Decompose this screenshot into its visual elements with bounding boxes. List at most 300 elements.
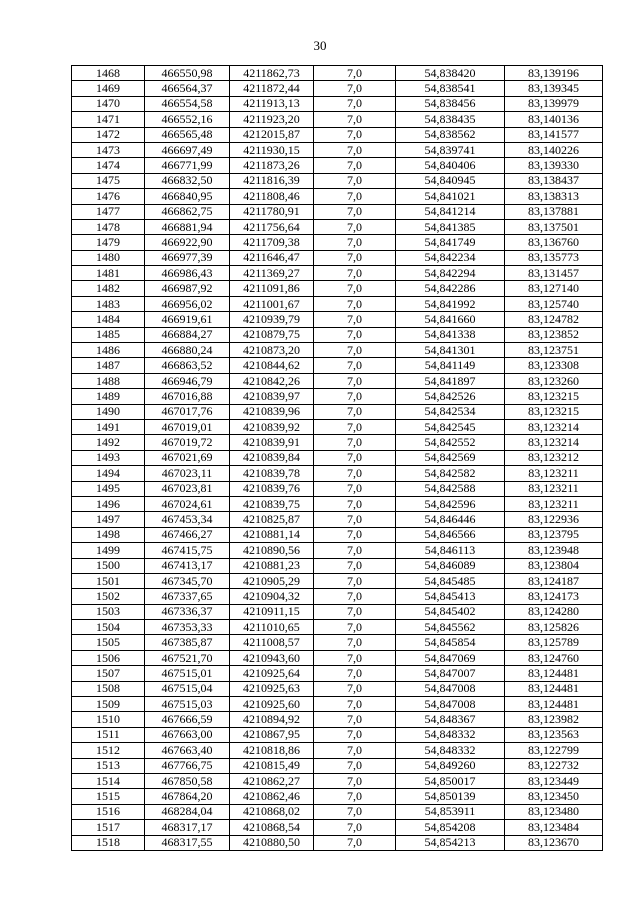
x-coordinate-cell: 466554,58 [145, 96, 230, 111]
x-coordinate-cell: 467415,75 [145, 543, 230, 558]
table-row [72, 266, 603, 281]
longitude-cell: 83,141577 [505, 127, 603, 142]
accuracy-cell: 7,0 [314, 650, 396, 665]
x-coordinate-cell: 468317,55 [145, 835, 230, 850]
x-coordinate-cell: 467515,01 [145, 666, 230, 681]
y-coordinate-cell: 4210839,75 [230, 496, 314, 511]
point-number-cell: 1489 [72, 389, 145, 404]
latitude-cell: 54,847008 [396, 681, 505, 696]
accuracy-cell: 7,0 [314, 712, 396, 727]
point-number-cell: 1471 [72, 112, 145, 127]
latitude-cell: 54,847069 [396, 650, 505, 665]
accuracy-cell: 7,0 [314, 543, 396, 558]
table-row [72, 404, 603, 419]
y-coordinate-cell: 4210868,54 [230, 820, 314, 835]
accuracy-cell: 7,0 [314, 235, 396, 250]
longitude-cell: 83,123449 [505, 773, 603, 788]
x-coordinate-cell: 466977,39 [145, 250, 230, 265]
accuracy-cell: 7,0 [314, 281, 396, 296]
accuracy-cell: 7,0 [314, 358, 396, 373]
table-row [72, 250, 603, 265]
x-coordinate-cell: 467666,59 [145, 712, 230, 727]
x-coordinate-cell: 466697,49 [145, 142, 230, 157]
accuracy-cell: 7,0 [314, 158, 396, 173]
point-number-cell: 1468 [72, 66, 145, 81]
longitude-cell: 83,123215 [505, 389, 603, 404]
latitude-cell: 54,840406 [396, 158, 505, 173]
x-coordinate-cell: 467337,65 [145, 589, 230, 604]
accuracy-cell: 7,0 [314, 697, 396, 712]
accuracy-cell: 7,0 [314, 773, 396, 788]
table-row [72, 666, 603, 681]
y-coordinate-cell: 4210881,14 [230, 527, 314, 542]
x-coordinate-cell: 466884,27 [145, 327, 230, 342]
latitude-cell: 54,849260 [396, 758, 505, 773]
point-number-cell: 1499 [72, 543, 145, 558]
point-number-cell: 1488 [72, 373, 145, 388]
y-coordinate-cell: 4210839,78 [230, 466, 314, 481]
table-row [72, 743, 603, 758]
point-number-cell: 1500 [72, 558, 145, 573]
accuracy-cell: 7,0 [314, 604, 396, 619]
coordinates-table [71, 65, 603, 851]
x-coordinate-cell: 467019,72 [145, 435, 230, 450]
point-number-cell: 1512 [72, 743, 145, 758]
y-coordinate-cell: 4211008,57 [230, 635, 314, 650]
table-row [72, 604, 603, 619]
longitude-cell: 83,123214 [505, 435, 603, 450]
x-coordinate-cell: 467016,88 [145, 389, 230, 404]
y-coordinate-cell: 4210904,32 [230, 589, 314, 604]
page-number: 30 [313, 38, 327, 53]
latitude-cell: 54,842534 [396, 404, 505, 419]
point-number-cell: 1507 [72, 666, 145, 681]
x-coordinate-cell: 466862,75 [145, 204, 230, 219]
table-row [72, 712, 603, 727]
x-coordinate-cell: 467766,75 [145, 758, 230, 773]
point-number-cell: 1492 [72, 435, 145, 450]
point-number-cell: 1516 [72, 804, 145, 819]
table-row [72, 558, 603, 573]
table-row [72, 573, 603, 588]
y-coordinate-cell: 4210905,29 [230, 573, 314, 588]
accuracy-cell: 7,0 [314, 835, 396, 850]
latitude-cell: 54,845854 [396, 635, 505, 650]
latitude-cell: 54,842552 [396, 435, 505, 450]
table-row [72, 343, 603, 358]
accuracy-cell: 7,0 [314, 419, 396, 434]
y-coordinate-cell: 4210862,46 [230, 789, 314, 804]
latitude-cell: 54,839741 [396, 142, 505, 157]
y-coordinate-cell: 4211756,64 [230, 219, 314, 234]
table-row [72, 527, 603, 542]
y-coordinate-cell: 4210842,26 [230, 373, 314, 388]
table-row [72, 804, 603, 819]
latitude-cell: 54,838541 [396, 81, 505, 96]
longitude-cell: 83,123450 [505, 789, 603, 804]
longitude-cell: 83,124782 [505, 312, 603, 327]
table-row [72, 358, 603, 373]
table-row [72, 204, 603, 219]
accuracy-cell: 7,0 [314, 219, 396, 234]
latitude-cell: 54,841660 [396, 312, 505, 327]
accuracy-cell: 7,0 [314, 142, 396, 157]
longitude-cell: 83,135773 [505, 250, 603, 265]
x-coordinate-cell: 467521,70 [145, 650, 230, 665]
point-number-cell: 1485 [72, 327, 145, 342]
y-coordinate-cell: 4210881,23 [230, 558, 314, 573]
x-coordinate-cell: 467385,87 [145, 635, 230, 650]
latitude-cell: 54,848367 [396, 712, 505, 727]
latitude-cell: 54,842526 [396, 389, 505, 404]
point-number-cell: 1480 [72, 250, 145, 265]
y-coordinate-cell: 4211873,26 [230, 158, 314, 173]
point-number-cell: 1498 [72, 527, 145, 542]
accuracy-cell: 7,0 [314, 173, 396, 188]
table-row [72, 127, 603, 142]
y-coordinate-cell: 4210894,92 [230, 712, 314, 727]
table-row [72, 789, 603, 804]
latitude-cell: 54,846566 [396, 527, 505, 542]
y-coordinate-cell: 4211930,15 [230, 142, 314, 157]
point-number-cell: 1478 [72, 219, 145, 234]
latitude-cell: 54,838435 [396, 112, 505, 127]
y-coordinate-cell: 4210943,60 [230, 650, 314, 665]
longitude-cell: 83,124481 [505, 666, 603, 681]
table-row [72, 697, 603, 712]
y-coordinate-cell: 4210925,64 [230, 666, 314, 681]
latitude-cell: 54,846446 [396, 512, 505, 527]
table-row [72, 173, 603, 188]
longitude-cell: 83,122732 [505, 758, 603, 773]
latitude-cell: 54,840945 [396, 173, 505, 188]
latitude-cell: 54,841385 [396, 219, 505, 234]
y-coordinate-cell: 4210873,20 [230, 343, 314, 358]
y-coordinate-cell: 4210879,75 [230, 327, 314, 342]
latitude-cell: 54,842234 [396, 250, 505, 265]
x-coordinate-cell: 467466,27 [145, 527, 230, 542]
y-coordinate-cell: 4211646,47 [230, 250, 314, 265]
latitude-cell: 54,842286 [396, 281, 505, 296]
table-row [72, 189, 603, 204]
latitude-cell: 54,847007 [396, 666, 505, 681]
accuracy-cell: 7,0 [314, 589, 396, 604]
longitude-cell: 83,123214 [505, 419, 603, 434]
table-row [72, 650, 603, 665]
x-coordinate-cell: 467663,40 [145, 743, 230, 758]
longitude-cell: 83,139345 [505, 81, 603, 96]
accuracy-cell: 7,0 [314, 758, 396, 773]
longitude-cell: 83,138313 [505, 189, 603, 204]
point-number-cell: 1497 [72, 512, 145, 527]
y-coordinate-cell: 4210839,84 [230, 450, 314, 465]
longitude-cell: 83,131457 [505, 266, 603, 281]
x-coordinate-cell: 468284,04 [145, 804, 230, 819]
accuracy-cell: 7,0 [314, 635, 396, 650]
longitude-cell: 83,123751 [505, 343, 603, 358]
point-number-cell: 1518 [72, 835, 145, 850]
longitude-cell: 83,123948 [505, 543, 603, 558]
accuracy-cell: 7,0 [314, 681, 396, 696]
point-number-cell: 1517 [72, 820, 145, 835]
accuracy-cell: 7,0 [314, 558, 396, 573]
longitude-cell: 83,123211 [505, 466, 603, 481]
latitude-cell: 54,845562 [396, 620, 505, 635]
point-number-cell: 1496 [72, 496, 145, 511]
longitude-cell: 83,125789 [505, 635, 603, 650]
longitude-cell: 83,125740 [505, 296, 603, 311]
accuracy-cell: 7,0 [314, 620, 396, 635]
latitude-cell: 54,845485 [396, 573, 505, 588]
latitude-cell: 54,850139 [396, 789, 505, 804]
table-row [72, 312, 603, 327]
accuracy-cell: 7,0 [314, 296, 396, 311]
accuracy-cell: 7,0 [314, 96, 396, 111]
table-row [72, 820, 603, 835]
accuracy-cell: 7,0 [314, 481, 396, 496]
point-number-cell: 1505 [72, 635, 145, 650]
point-number-cell: 1510 [72, 712, 145, 727]
longitude-cell: 83,140136 [505, 112, 603, 127]
longitude-cell: 83,139979 [505, 96, 603, 111]
longitude-cell: 83,124187 [505, 573, 603, 588]
x-coordinate-cell: 467515,04 [145, 681, 230, 696]
accuracy-cell: 7,0 [314, 435, 396, 450]
x-coordinate-cell: 467453,34 [145, 512, 230, 527]
table-row [72, 589, 603, 604]
y-coordinate-cell: 4211872,44 [230, 81, 314, 96]
table-row [72, 727, 603, 742]
y-coordinate-cell: 4211010,65 [230, 620, 314, 635]
latitude-cell: 54,848332 [396, 727, 505, 742]
point-number-cell: 1511 [72, 727, 145, 742]
point-number-cell: 1481 [72, 266, 145, 281]
y-coordinate-cell: 4210911,15 [230, 604, 314, 619]
point-number-cell: 1504 [72, 620, 145, 635]
x-coordinate-cell: 466986,43 [145, 266, 230, 281]
latitude-cell: 54,848332 [396, 743, 505, 758]
x-coordinate-cell: 466922,90 [145, 235, 230, 250]
latitude-cell: 54,838420 [396, 66, 505, 81]
y-coordinate-cell: 4210868,02 [230, 804, 314, 819]
x-coordinate-cell: 466956,02 [145, 296, 230, 311]
y-coordinate-cell: 4210867,95 [230, 727, 314, 742]
latitude-cell: 54,838562 [396, 127, 505, 142]
x-coordinate-cell: 467019,01 [145, 419, 230, 434]
latitude-cell: 54,846113 [396, 543, 505, 558]
accuracy-cell: 7,0 [314, 527, 396, 542]
accuracy-cell: 7,0 [314, 666, 396, 681]
latitude-cell: 54,841338 [396, 327, 505, 342]
accuracy-cell: 7,0 [314, 404, 396, 419]
y-coordinate-cell: 4211862,73 [230, 66, 314, 81]
longitude-cell: 83,123670 [505, 835, 603, 850]
x-coordinate-cell: 466550,98 [145, 66, 230, 81]
latitude-cell: 54,853911 [396, 804, 505, 819]
table-row [72, 281, 603, 296]
longitude-cell: 83,123484 [505, 820, 603, 835]
x-coordinate-cell: 466863,52 [145, 358, 230, 373]
x-coordinate-cell: 466946,79 [145, 373, 230, 388]
y-coordinate-cell: 4210925,63 [230, 681, 314, 696]
accuracy-cell: 7,0 [314, 820, 396, 835]
table-row [72, 835, 603, 850]
latitude-cell: 54,841021 [396, 189, 505, 204]
y-coordinate-cell: 4211816,39 [230, 173, 314, 188]
longitude-cell: 83,127140 [505, 281, 603, 296]
point-number-cell: 1506 [72, 650, 145, 665]
x-coordinate-cell: 467023,81 [145, 481, 230, 496]
y-coordinate-cell: 4210880,50 [230, 835, 314, 850]
x-coordinate-cell: 466565,48 [145, 127, 230, 142]
accuracy-cell: 7,0 [314, 81, 396, 96]
accuracy-cell: 7,0 [314, 127, 396, 142]
table-row [72, 373, 603, 388]
longitude-cell: 83,123804 [505, 558, 603, 573]
point-number-cell: 1477 [72, 204, 145, 219]
table-row [72, 512, 603, 527]
point-number-cell: 1479 [72, 235, 145, 250]
table-row [72, 543, 603, 558]
x-coordinate-cell: 466987,92 [145, 281, 230, 296]
longitude-cell: 83,139196 [505, 66, 603, 81]
accuracy-cell: 7,0 [314, 250, 396, 265]
point-number-cell: 1514 [72, 773, 145, 788]
latitude-cell: 54,841897 [396, 373, 505, 388]
point-number-cell: 1486 [72, 343, 145, 358]
point-number-cell: 1484 [72, 312, 145, 327]
longitude-cell: 83,138437 [505, 173, 603, 188]
longitude-cell: 83,137881 [505, 204, 603, 219]
y-coordinate-cell: 4211913,13 [230, 96, 314, 111]
table-row [72, 450, 603, 465]
longitude-cell: 83,124760 [505, 650, 603, 665]
latitude-cell: 54,842545 [396, 419, 505, 434]
latitude-cell: 54,841301 [396, 343, 505, 358]
table-row [72, 235, 603, 250]
longitude-cell: 83,125826 [505, 620, 603, 635]
y-coordinate-cell: 4210839,96 [230, 404, 314, 419]
x-coordinate-cell: 467017,76 [145, 404, 230, 419]
x-coordinate-cell: 467345,70 [145, 573, 230, 588]
accuracy-cell: 7,0 [314, 343, 396, 358]
table-row [72, 496, 603, 511]
accuracy-cell: 7,0 [314, 466, 396, 481]
latitude-cell: 54,841749 [396, 235, 505, 250]
y-coordinate-cell: 4210839,76 [230, 481, 314, 496]
longitude-cell: 83,122936 [505, 512, 603, 527]
longitude-cell: 83,123215 [505, 404, 603, 419]
point-number-cell: 1473 [72, 142, 145, 157]
point-number-cell: 1503 [72, 604, 145, 619]
longitude-cell: 83,123211 [505, 481, 603, 496]
x-coordinate-cell: 467353,33 [145, 620, 230, 635]
table-row [72, 81, 603, 96]
table-row [72, 389, 603, 404]
accuracy-cell: 7,0 [314, 204, 396, 219]
longitude-cell: 83,123308 [505, 358, 603, 373]
x-coordinate-cell: 467663,00 [145, 727, 230, 742]
table-row [72, 466, 603, 481]
accuracy-cell: 7,0 [314, 373, 396, 388]
longitude-cell: 83,123563 [505, 727, 603, 742]
latitude-cell: 54,847008 [396, 697, 505, 712]
point-number-cell: 1494 [72, 466, 145, 481]
y-coordinate-cell: 4210862,27 [230, 773, 314, 788]
y-coordinate-cell: 4210825,87 [230, 512, 314, 527]
table-row [72, 327, 603, 342]
accuracy-cell: 7,0 [314, 727, 396, 742]
table-row [72, 635, 603, 650]
longitude-cell: 83,137501 [505, 219, 603, 234]
longitude-cell: 83,136760 [505, 235, 603, 250]
latitude-cell: 54,842294 [396, 266, 505, 281]
accuracy-cell: 7,0 [314, 512, 396, 527]
latitude-cell: 54,845402 [396, 604, 505, 619]
y-coordinate-cell: 4211709,38 [230, 235, 314, 250]
y-coordinate-cell: 4211808,46 [230, 189, 314, 204]
longitude-cell: 83,123982 [505, 712, 603, 727]
longitude-cell: 83,123211 [505, 496, 603, 511]
point-number-cell: 1469 [72, 81, 145, 96]
latitude-cell: 54,841992 [396, 296, 505, 311]
table-row [72, 758, 603, 773]
latitude-cell: 54,842588 [396, 481, 505, 496]
x-coordinate-cell: 466771,99 [145, 158, 230, 173]
x-coordinate-cell: 468317,17 [145, 820, 230, 835]
point-number-cell: 1483 [72, 296, 145, 311]
latitude-cell: 54,854208 [396, 820, 505, 835]
accuracy-cell: 7,0 [314, 804, 396, 819]
latitude-cell: 54,841214 [396, 204, 505, 219]
y-coordinate-cell: 4211923,20 [230, 112, 314, 127]
point-number-cell: 1509 [72, 697, 145, 712]
point-number-cell: 1491 [72, 419, 145, 434]
accuracy-cell: 7,0 [314, 266, 396, 281]
y-coordinate-cell: 4212015,87 [230, 127, 314, 142]
x-coordinate-cell: 466564,37 [145, 81, 230, 96]
table-row [72, 481, 603, 496]
accuracy-cell: 7,0 [314, 112, 396, 127]
accuracy-cell: 7,0 [314, 189, 396, 204]
x-coordinate-cell: 466832,50 [145, 173, 230, 188]
y-coordinate-cell: 4211091,86 [230, 281, 314, 296]
x-coordinate-cell: 466880,24 [145, 343, 230, 358]
table-row [72, 219, 603, 234]
point-number-cell: 1482 [72, 281, 145, 296]
point-number-cell: 1493 [72, 450, 145, 465]
accuracy-cell: 7,0 [314, 496, 396, 511]
table-row [72, 435, 603, 450]
accuracy-cell: 7,0 [314, 573, 396, 588]
x-coordinate-cell: 467021,69 [145, 450, 230, 465]
table-body [72, 66, 603, 851]
latitude-cell: 54,854213 [396, 835, 505, 850]
table-row [72, 296, 603, 311]
x-coordinate-cell: 466840,95 [145, 189, 230, 204]
accuracy-cell: 7,0 [314, 327, 396, 342]
y-coordinate-cell: 4210839,92 [230, 419, 314, 434]
x-coordinate-cell: 467864,20 [145, 789, 230, 804]
table-row [72, 66, 603, 81]
table-row [72, 142, 603, 157]
latitude-cell: 54,850017 [396, 773, 505, 788]
longitude-cell: 83,123260 [505, 373, 603, 388]
point-number-cell: 1472 [72, 127, 145, 142]
y-coordinate-cell: 4211780,91 [230, 204, 314, 219]
point-number-cell: 1508 [72, 681, 145, 696]
latitude-cell: 54,842582 [396, 466, 505, 481]
